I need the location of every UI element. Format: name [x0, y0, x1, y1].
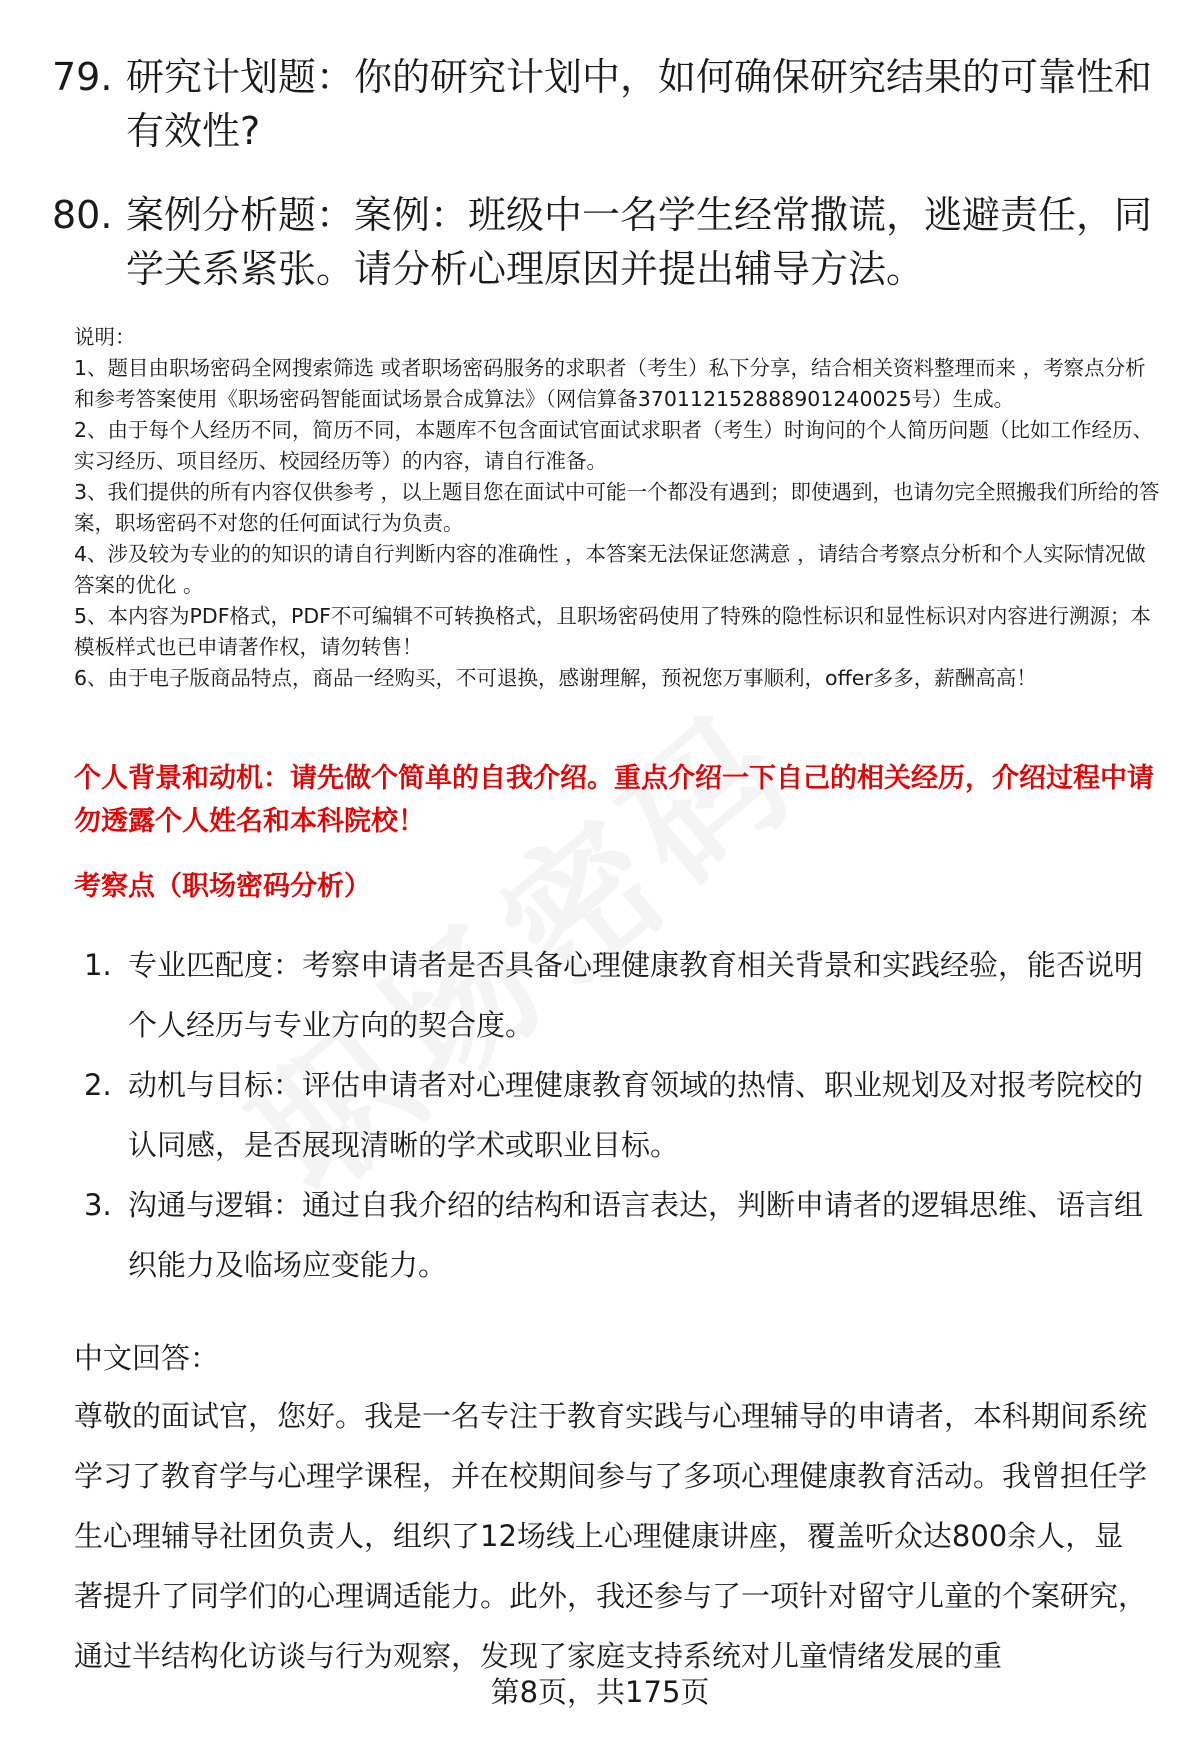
point-text: 沟通与逻辑：通过自我介绍的结构和语言表达，判断申请者的逻辑思维、语言组织能力及临场应变能力。 — [128, 1188, 1144, 1282]
point-text: 专业匹配度：考察申请者是否具备心理健康教育相关背景和实践经验，能否说明个人经历与专业方向的契合度。 — [128, 948, 1144, 1042]
note-item: 6、由于电子版商品特点，商品一经购买，不可退换，感谢理解，预祝您万事顺利，offer多多，薪酬高高！ — [74, 666, 1037, 690]
question-79 — [52, 50, 1152, 158]
question-number: 80. — [52, 193, 113, 237]
answer-text: 尊敬的面试官，您好。我是一名专注于教育实践与心理辅导的申请者，本科期间系统学习了教育学与心理学课程，并在校期间参与了多项心理健康教育活动。我曾担任学生心理辅导社团负责人，组织了12场线上心理健康讲座，覆盖听众达800余人，显著提升了同学们的心理调适能力。此外，我还参与了一项针对留守儿童的个案研究，通过半结构化访谈与行为观察，发现了家庭支持系统对儿童情绪发展的重 — [74, 1399, 1148, 1673]
section-subheading: 考察点（职场密码分析） — [74, 871, 371, 902]
section-heading: 个人背景和动机：请先做个简单的自我介绍。重点介绍一下自己的相关经历，介绍过程中请勿透露个人姓名和本科院校！ — [74, 763, 1154, 837]
notes-title: 说明： — [74, 325, 136, 349]
point-number: 1. — [84, 948, 112, 982]
note-item: 1、题目由职场密码全网搜索筛选 或者职场密码服务的求职者（考生）私下分享，结合相关资料整理而来 ，考察点分析和参考答案使用《职场密码智能面试场景合成算法》（网信算备370112152888901240025号）生成。 — [74, 356, 1146, 411]
note-item: 2、由于每个人经历不同，简历不同，本题库不包含面试官面试求职者（考生）时询问的个人简历问题（比如工作经历、实习经历、项目经历、校园经历等）的内容，请自行准备。 — [74, 418, 1154, 473]
disclaimer-notes — [74, 322, 1160, 694]
note-item: 4、涉及较为专业的的知识的请自行判断内容的准确性 ，本答案无法保证您满意 ，请结合考察点分析和个人实际情况做答案的优化 。 — [74, 542, 1146, 597]
question-text: 研究计划题：你的研究计划中，如何确保研究结果的可靠性和有效性? — [126, 55, 1153, 153]
question-text: 案例分析题：案例：班级中一名学生经常撒谎，逃避责任，同学关系紧张。请分析心理原因并提出辅导方法。 — [126, 193, 1153, 291]
note-item: 5、本内容为PDF格式，PDF不可编辑不可转换格式，且职场密码使用了特殊的隐性标识和显性标识对内容进行溯源；本模板样式也已申请著作权，请勿转售！ — [74, 604, 1151, 659]
point-number: 3. — [84, 1188, 112, 1222]
list-item — [84, 1175, 1160, 1295]
assessment-points — [84, 935, 1160, 1295]
list-item — [84, 1055, 1160, 1175]
note-item: 3、我们提供的所有内容仅供参考 ，以上题目您在面试中可能一个都没有遇到；即使遇到，也请勿完全照搬我们所给的答案，职场密码不对您的任何面试行为负责。 — [74, 480, 1160, 535]
answer-label: 中文回答： — [74, 1341, 220, 1375]
point-number: 2. — [84, 1068, 112, 1102]
page-footer: 第8页，共175页 — [490, 1675, 710, 1709]
list-item — [84, 935, 1160, 1055]
point-text: 动机与目标：评估申请者对心理健康教育领域的热情、职业规划及对报考院校的认同感，是否展现清晰的学术或职业目标。 — [128, 1068, 1144, 1162]
question-number: 79. — [52, 55, 113, 99]
question-80 — [52, 188, 1152, 296]
